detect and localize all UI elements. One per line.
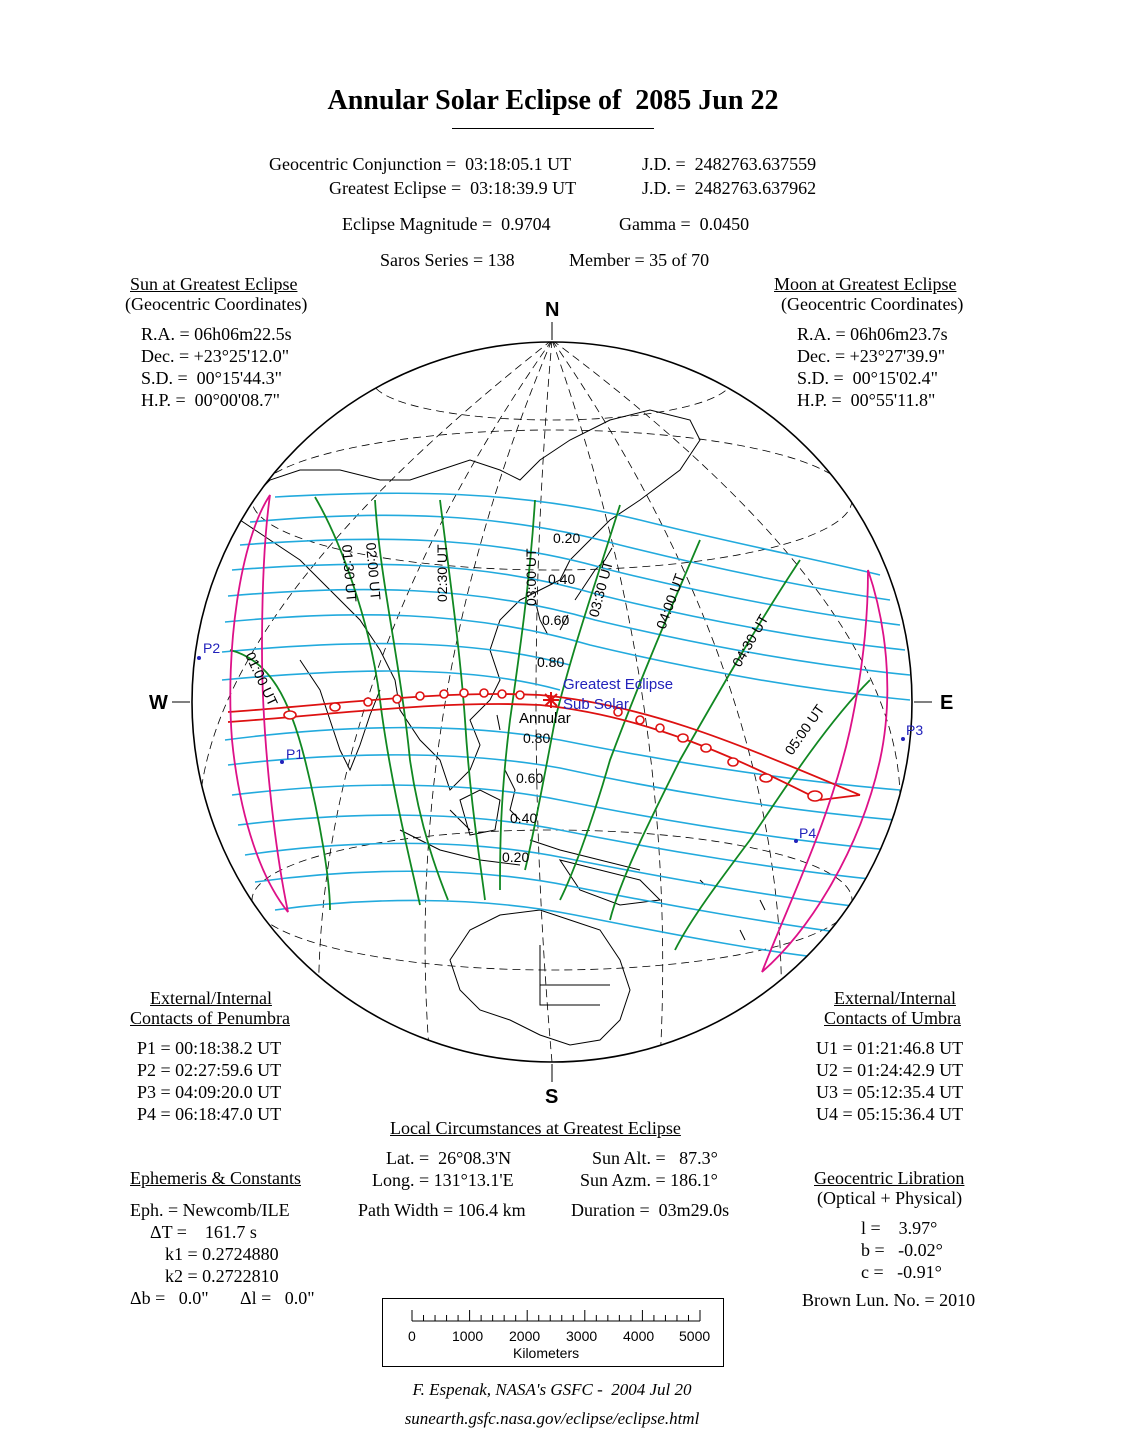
time-label: 02:30 UT [434,544,450,602]
penumbra-heading-1: External/Internal [150,988,272,1008]
geocentric-conjunction: Geocentric Conjunction = 03:18:05.1 UT [269,154,572,174]
ephemeris-heading: Ephemeris & Constants [130,1168,301,1188]
contact-point-p1 [280,760,284,764]
libration-b: b = -0.02° [861,1240,943,1260]
time-label: 03:30 UT [585,559,616,619]
contact-label-p4: P4 [799,825,817,841]
moon-ra: R.A. = 06h06m23.7s [797,324,948,344]
libration-c: c = -0.91° [861,1262,942,1282]
compass-west: W [149,692,168,714]
ephemeris-eph: Eph. = Newcomb/ILE [130,1200,290,1220]
greatest-eclipse-jd: J.D. = 2482763.637962 [642,178,817,198]
ephemeris-k1: k1 = 0.2724880 [165,1244,279,1264]
eclipse-magnitude: Eclipse Magnitude = 0.9704 [342,214,551,234]
credit-url[interactable]: sunearth.gsfc.nasa.gov/eclipse/eclipse.html [404,1409,700,1428]
local-path-width: Path Width = 106.4 km [358,1200,526,1220]
moon-sd: S.D. = 00°15'02.4" [797,368,938,388]
contact-point-p4 [794,839,798,843]
ephemeris-delta-l: Δl = 0.0" [240,1288,315,1308]
libration-heading: Geocentric Libration [814,1168,965,1188]
scale-tick-label: 5000 [679,1328,711,1344]
time-label: 02:00 UT [363,541,384,601]
page-title: Annular Solar Eclipse of 2085 Jun 22 [327,85,779,116]
libration-l: l = 3.97° [861,1218,938,1238]
time-label: 03:00 UT [523,548,539,606]
sun-heading: Sun at Greatest Eclipse [130,274,298,294]
scale-bar [382,1298,725,1368]
magnitude-label: 0.80 [537,654,565,670]
magnitude-label: 0.60 [542,612,570,628]
ephemeris-delta-t: ΔT = 161.7 s [150,1222,257,1242]
magnitude-label: 0.20 [553,530,581,546]
moon-dec: Dec. = +23°27'39.9" [797,346,946,366]
contact-label-p3: P3 [906,722,924,738]
magnitude-label: 0.40 [548,571,576,587]
sun-dec: Dec. = +23°25'12.0" [141,346,290,366]
ephemeris-k2: k2 = 0.2722810 [165,1266,279,1286]
umbra-u1: U1 = 01:21:46.8 UT [816,1038,964,1058]
umbra-u3: U3 = 05:12:35.4 UT [816,1082,964,1102]
magnitude-label: 0.40 [510,810,538,826]
time-label: 04:30 UT [728,611,772,670]
saros-member: Member = 35 of 70 [569,250,710,270]
umbra-heading-1: External/Internal [834,988,956,1008]
moon-hp: H.P. = 00°55'11.8" [797,390,936,410]
local-long: Long. = 131°13.1'E [372,1170,514,1190]
greatest-eclipse-label: Greatest Eclipse [563,676,674,693]
penumbra-p4: P4 = 06:18:47.0 UT [137,1104,282,1124]
penumbra-p3: P3 = 04:09:20.0 UT [137,1082,282,1102]
sun-sd: S.D. = 00°15'44.3" [141,368,282,388]
moon-subheading: (Geocentric Coordinates) [781,294,964,314]
contact-label-p1: P1 [286,746,304,762]
scale-tick-label: 1000 [452,1328,484,1344]
scale-tick-label: 4000 [623,1328,655,1344]
time-label: 01:30 UT [339,543,360,603]
magnitude-label: 0.60 [516,770,544,786]
time-label: 01:00 UT [242,649,282,709]
umbra-u2: U2 = 01:24:42.9 UT [816,1060,964,1080]
time-label: 05:00 UT [781,701,828,758]
magnitude-label: 0.20 [502,849,530,865]
contact-point-p2 [197,656,201,660]
local-sun-alt: Sun Alt. = 87.3° [592,1148,718,1168]
sun-ra: R.A. = 06h06m22.5s [141,324,292,344]
credit-author: F. Espenak, NASA's GSFC - 2004 Jul 20 [412,1380,692,1399]
scale-tick-label: 0 [408,1328,416,1344]
moon-heading: Moon at Greatest Eclipse [774,274,957,294]
penumbra-heading-2: Contacts of Penumbra [130,1008,290,1028]
ephemeris-delta-b: Δb = 0.0" [130,1288,209,1308]
scale-tick-label: 3000 [566,1328,598,1344]
scale-tick-label: 2000 [509,1328,541,1344]
sub-solar-label: Sub Solar [563,696,629,713]
scale-unit: Kilometers [513,1345,580,1361]
brown-lunation: Brown Lun. No. = 2010 [802,1290,976,1310]
penumbra-p2: P2 = 02:27:59.6 UT [137,1060,282,1080]
magnitude-label: 0.80 [523,730,551,746]
gamma: Gamma = 0.0450 [619,214,750,234]
penumbra-p1: P1 = 00:18:38.2 UT [137,1038,282,1058]
annular-label: Annular [519,710,571,727]
compass-east: E [940,692,954,714]
geocentric-jd: J.D. = 2482763.637559 [642,154,817,174]
libration-subheading: (Optical + Physical) [817,1188,963,1208]
contact-label-p2: P2 [203,640,221,656]
saros-series: Saros Series = 138 [380,250,515,270]
time-label: 04:00 UT [652,571,688,632]
local-sun-azm: Sun Azm. = 186.1° [580,1170,718,1190]
compass-south: S [545,1086,559,1108]
compass-north: N [545,299,560,321]
umbra-heading-2: Contacts of Umbra [824,1008,961,1028]
sun-subheading: (Geocentric Coordinates) [125,294,308,314]
greatest-eclipse-time: Greatest Eclipse = 03:18:39.9 UT [329,178,577,198]
umbra-u4: U4 = 05:15:36.4 UT [816,1104,964,1124]
contact-point-p3 [901,737,905,741]
greatest-eclipse-star-icon [543,692,559,708]
local-duration: Duration = 03m29.0s [571,1200,730,1220]
local-lat: Lat. = 26°08.3'N [386,1148,512,1168]
sun-hp: H.P. = 00°00'08.7" [141,390,280,410]
local-heading: Local Circumstances at Greatest Eclipse [390,1118,681,1138]
